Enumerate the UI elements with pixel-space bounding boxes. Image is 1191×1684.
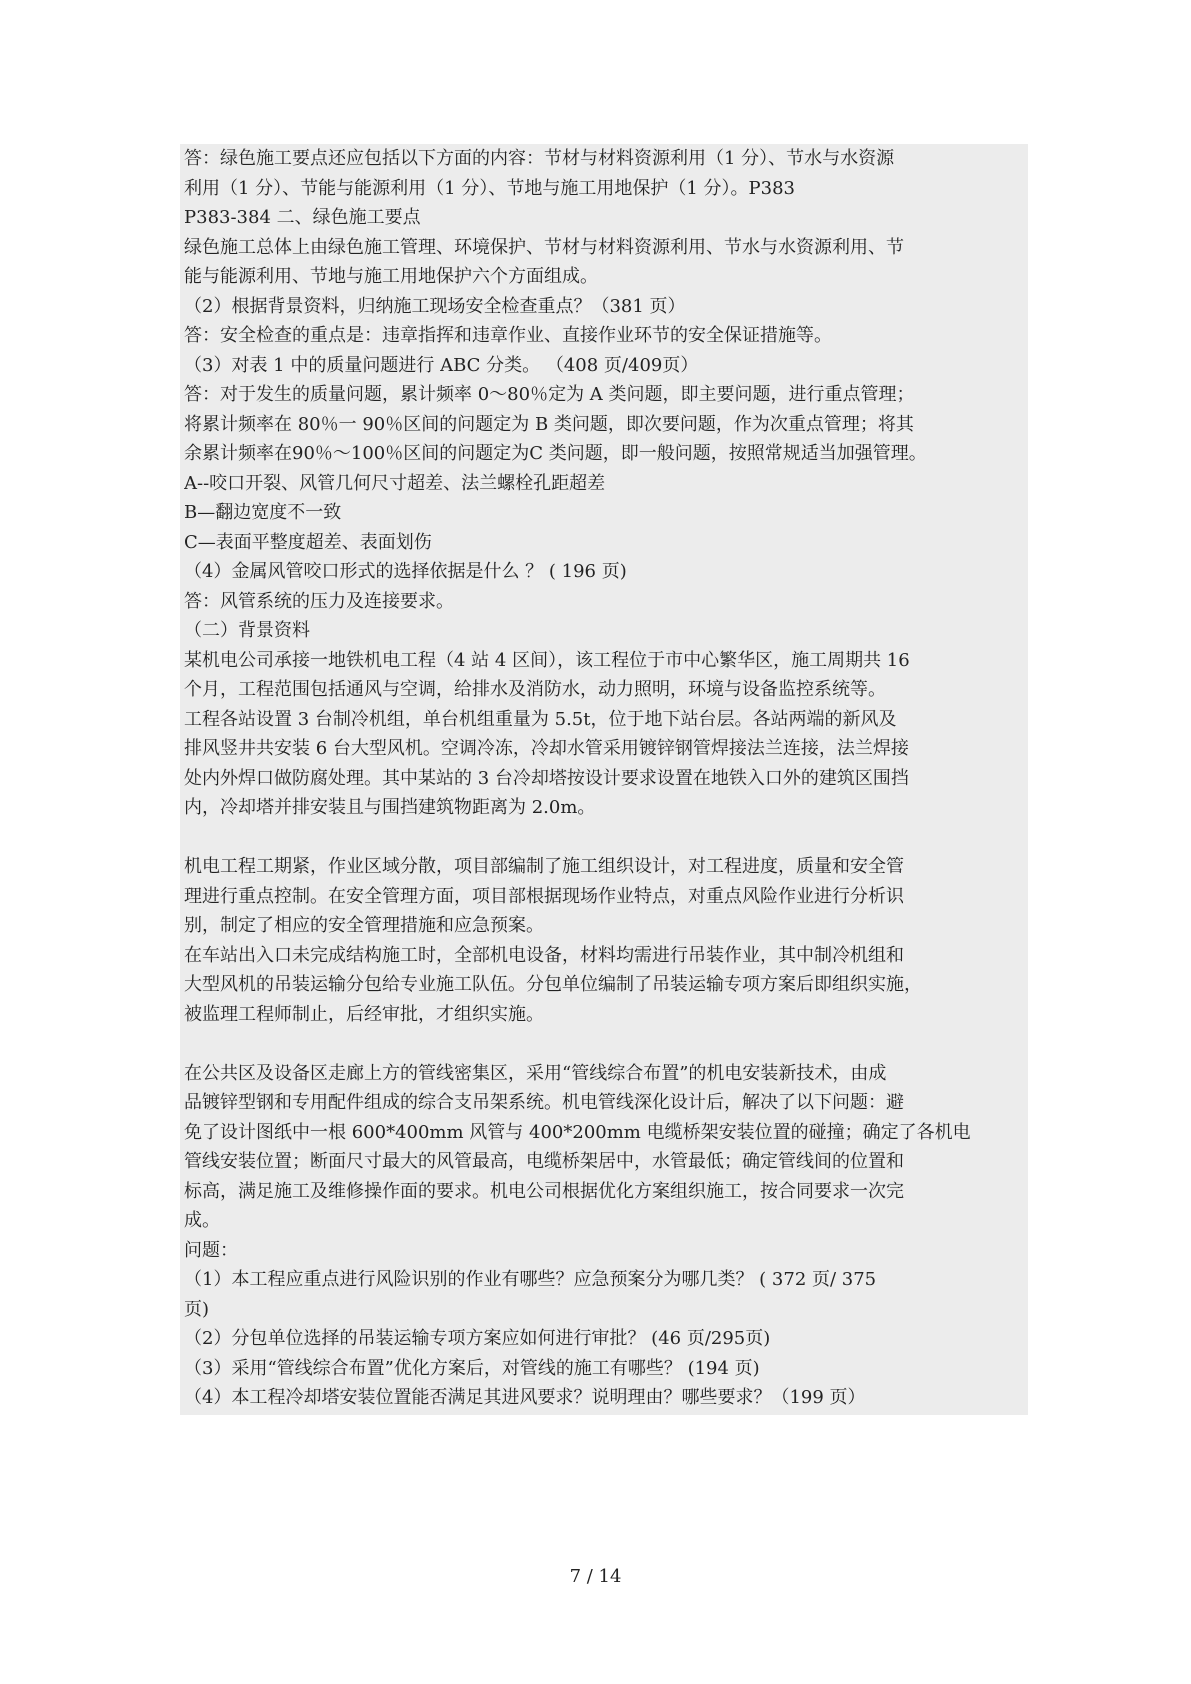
text-line: （4）本工程冷却塔安装位置能否满足其进风要求？说明理由？哪些要求？（199 页） bbox=[184, 1387, 866, 1408]
text-line: （3）采用“管线综合布置”优化方案后，对管线的施工有哪些？ (194 页) bbox=[184, 1357, 760, 1379]
text-line: 问题： bbox=[184, 1239, 238, 1261]
text-line: B—翻边宽度不一致 bbox=[184, 502, 342, 523]
text-line: 页) bbox=[184, 1298, 210, 1320]
text-line: 被监理工程师制止，后经审批，才组织实施。 bbox=[184, 1003, 544, 1025]
text-line: 能与能源利用、节地与施工用地保护六个方面组成。 bbox=[184, 266, 598, 287]
text-line: 在公共区及设备区走廊上方的管线密集区，采用“管线综合布置”的机电安装新技术，由成 bbox=[184, 1062, 887, 1084]
text-line: 成。 bbox=[184, 1210, 220, 1231]
text-line: （1）本工程应重点进行风险识别的作业有哪些？应急预案分为哪几类？ ( 372 页/ 375 bbox=[184, 1269, 877, 1290]
text-line: 免了设计图纸中一根 600*400mm 风管与 400*200mm 电缆桥架安装位置的碰撞；确定了各机电 bbox=[184, 1121, 971, 1143]
text-line: 管线安装位置；断面尺寸最大的风管最高，电缆桥架居中，水管最低；确定管线间的位置和 bbox=[184, 1151, 904, 1172]
text-line: 别，制定了相应的安全管理措施和应急预案。 bbox=[184, 915, 544, 936]
blank-line bbox=[184, 1029, 1024, 1059]
document-body bbox=[180, 144, 1028, 1415]
text-line: 答：风管系统的压力及连接要求。 bbox=[184, 590, 454, 612]
text-line: 在车站出入口未完成结构施工时，全部机电设备，材料均需进行吊装作业，其中制冷机组和 bbox=[184, 944, 904, 966]
text-line: A--咬口开裂、风管几何尺寸超差、法兰螺栓孔距超差 bbox=[184, 472, 606, 494]
text-line: 理进行重点控制。在安全管理方面，项目部根据现场作业特点，对重点风险作业进行分析识 bbox=[184, 885, 904, 907]
text-line: 答：对于发生的质量问题，累计频率 0～80％定为 A 类问题，即主要问题，进行重点管理； bbox=[184, 384, 915, 405]
text-line: 余累计频率在90％～100％区间的问题定为C 类问题，即一般问题，按照常规适当加强管理。 bbox=[184, 443, 927, 464]
text-line: 某机电公司承接一地铁机电工程（4 站 4 区间），该工程位于市中心繁华区，施工周期共 16 bbox=[184, 649, 910, 671]
text-line: 工程各站设置 3 台制冷机组，单台机组重量为 5.5t，位于地下站台层。各站两端的新风及 bbox=[184, 708, 897, 730]
text-line: （3）对表 1 中的质量问题进行 ABC 分类。 （408 页/409页） bbox=[184, 354, 699, 376]
text-line: 排风竖井共安装 6 台大型风机。空调冷冻，冷却水管采用镀锌钢管焊接法兰连接，法兰焊接 bbox=[184, 738, 909, 759]
text-line: 绿色施工总体上由绿色施工管理、环境保护、节材与材料资源利用、节水与水资源利用、节 bbox=[184, 236, 904, 258]
text-line: 处内外焊口做防腐处理。其中某站的 3 台冷却塔按设计要求设置在地铁入口外的建筑区围挡 bbox=[184, 767, 909, 789]
text-line: （4）金属风管咬口形式的选择依据是什么 ？ ( 196 页) bbox=[184, 561, 627, 582]
text-line: （二）背景资料 bbox=[184, 620, 310, 641]
text-line: 个月，工程范围包括通风与空调，给排水及消防水，动力照明，环境与设备监控系统等。 bbox=[184, 679, 886, 700]
text-line: 标高，满足施工及维修操作面的要求。机电公司根据优化方案组织施工，按合同要求一次完 bbox=[184, 1180, 904, 1202]
page-number: 7 / 14 bbox=[569, 1566, 622, 1587]
text-line: P383-384 二、绿色施工要点 bbox=[184, 207, 421, 228]
text-line: 利用（1 分）、节能与能源利用（1 分）、节地与施工用地保护（1 分）。P383 bbox=[184, 177, 795, 199]
text-line: C—表面平整度超差、表面划伤 bbox=[184, 531, 432, 553]
text-line: （2）根据背景资料，归纳施工现场安全检查重点？（381 页） bbox=[184, 295, 686, 317]
text-line: 品镀锌型钢和专用配件组成的综合支吊架系统。机电管线深化设计后，解决了以下问题：避 bbox=[184, 1092, 904, 1113]
text-line: 答：安全检查的重点是：违章指挥和违章作业、直接作业环节的安全保证措施等。 bbox=[184, 325, 832, 346]
text-line: 大型风机的吊装运输分包给专业施工队伍。分包单位编制了吊装运输专项方案后即组织实施， bbox=[184, 974, 922, 995]
text-line: 将累计频率在 80％一 90％区间的问题定为 B 类问题，即次要问题，作为次重点管理；将其 bbox=[184, 413, 914, 435]
text-line: 内，冷却塔并排安装且与围挡建筑物距离为 2.0m。 bbox=[184, 797, 596, 818]
blank-line bbox=[184, 823, 1024, 853]
text-line: 答：绿色施工要点还应包括以下方面的内容：节材与材料资源利用（1 分）、节水与水资源 bbox=[184, 148, 895, 169]
text-line: （2）分包单位选择的吊装运输专项方案应如何进行审批？ (46 页/295页) bbox=[184, 1328, 771, 1349]
text-line: 机电工程工期紧，作业区域分散，项目部编制了施工组织设计，对工程进度，质量和安全管 bbox=[184, 856, 904, 877]
